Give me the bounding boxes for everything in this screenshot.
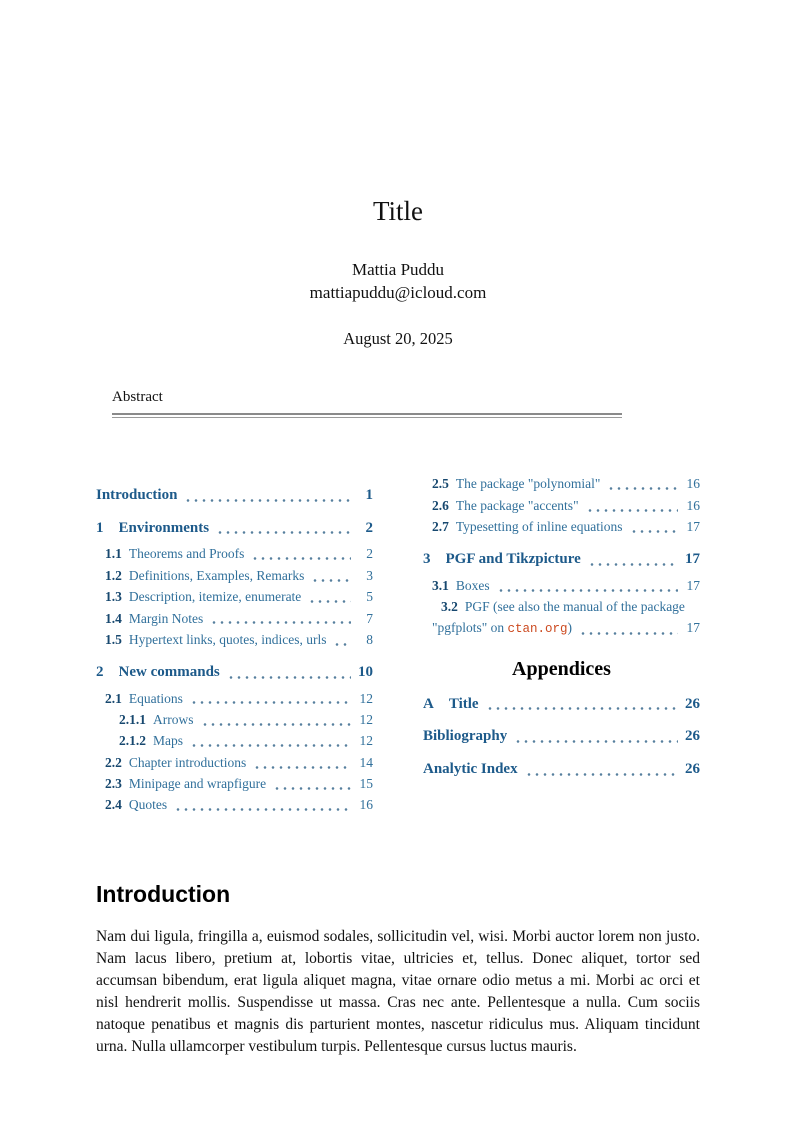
abstract-label: Abstract — [112, 388, 163, 405]
toc-entry-page: 17 — [686, 577, 700, 593]
toc-entry-label: Margin Notes — [128, 610, 204, 626]
toc-entry-label: Maps — [153, 733, 183, 749]
toc-leader-dots — [495, 586, 678, 593]
author-email: mattiapuddu@icloud.com — [309, 282, 487, 302]
toc-entry-pgf-line1 — [432, 599, 700, 616]
toc-entry-page: 14 — [359, 754, 373, 770]
toc-leader-dots — [331, 640, 351, 647]
toc-entry-pgf[interactable] — [423, 599, 700, 638]
toc-entry[interactable] — [423, 476, 700, 493]
toc-entry[interactable] — [96, 589, 373, 606]
toc-leader-dots — [306, 597, 351, 604]
toc-entry-page: 26 — [685, 695, 700, 712]
toc-entry-page: 16 — [359, 797, 373, 813]
toc-entry[interactable] — [96, 519, 373, 538]
toc-entry-label: Title — [448, 695, 479, 712]
toc-entry-page: 12 — [359, 690, 373, 706]
toc-entry-number: 2.2 — [105, 754, 122, 770]
toc-entry-number: 2.4 — [105, 797, 122, 813]
toc-entry-label: Chapter introductions — [128, 754, 247, 770]
toc-entry-number: 1.2 — [105, 567, 122, 583]
toc-leader-dots — [225, 673, 351, 680]
toc-entry[interactable] — [96, 797, 373, 814]
toc-entry-number: 2.3 — [105, 776, 122, 791]
toc-entry-label: Boxes — [455, 577, 490, 593]
toc-leader-dots — [271, 784, 351, 791]
toc-entry-page: 2 — [365, 519, 373, 536]
toc-entry-label: The package "polynomial" — [455, 476, 601, 492]
toc-entry-page: 5 — [366, 589, 373, 605]
toc-entry-label-post: ) — [567, 620, 573, 635]
toc-entry-pgf-line2 — [432, 620, 700, 638]
toc-list-right-top — [423, 476, 700, 594]
toc-entry-number: 2 — [96, 663, 104, 680]
toc-entry-label: Analytic Index — [423, 761, 518, 778]
toc-entry-number: 2.7 — [432, 519, 449, 535]
toc-leader-dots — [188, 741, 351, 748]
toc-leader-dots — [584, 506, 678, 513]
toc-entry[interactable] — [96, 663, 373, 682]
toc-leader-dots — [199, 720, 352, 727]
toc-entry-label: Equations — [128, 690, 183, 706]
toc-entry[interactable] — [423, 578, 700, 595]
toc-entry-number: 1.4 — [105, 610, 122, 626]
toc-entry-label: Environments — [118, 519, 210, 536]
ctan-org-link[interactable]: ctan.org — [507, 622, 568, 636]
toc-entry-label: Introduction — [96, 486, 178, 503]
toc-entry-number: 2.1.1 — [119, 711, 146, 727]
toc-entry-label: PGF (see also the manual of the package — [464, 599, 685, 615]
toc-entry[interactable] — [96, 568, 373, 585]
author-block — [96, 259, 700, 305]
toc-leader-dots — [605, 484, 678, 491]
toc-entry-label: Definitions, Examples, Remarks — [128, 567, 305, 583]
toc-leader-dots — [484, 704, 678, 711]
toc-entry-number: 3.2 — [441, 599, 458, 615]
toc-entry-page: 17 — [686, 519, 700, 535]
toc-entry-page: 16 — [686, 497, 700, 513]
toc-entry-label: Minipage and wrapfigure — [128, 776, 267, 791]
toc-entry-number: 3 — [423, 551, 431, 567]
document-date: August 20, 2025 — [343, 328, 453, 348]
appendices-heading: Appendices — [512, 657, 611, 680]
toc-column-right — [423, 472, 700, 819]
toc-entry-page: 7 — [366, 610, 373, 626]
toc-entry-page: 3 — [366, 567, 373, 583]
toc-entry-label: Quotes — [128, 797, 168, 813]
toc-entry-page: 8 — [366, 631, 373, 647]
toc-entry-label: Typesetting of inline equations — [455, 519, 623, 535]
abstract-section — [112, 389, 622, 418]
toc-entry-page: 1 — [365, 486, 373, 503]
toc-leader-dots — [523, 770, 678, 777]
toc-entry-number: 3.1 — [432, 577, 449, 593]
toc-entry-page: 17 — [686, 620, 700, 635]
toc-entry-number: 1 — [96, 519, 104, 536]
toc-entry-page: 17 — [685, 551, 700, 567]
toc-entry-number: 1.5 — [105, 631, 122, 647]
toc-entry[interactable] — [96, 632, 373, 649]
table-of-contents — [96, 472, 700, 819]
toc-entry[interactable] — [423, 727, 700, 746]
toc-entry[interactable] — [96, 755, 373, 772]
toc-entry-page: 12 — [359, 733, 373, 749]
toc-entry[interactable] — [96, 712, 373, 729]
toc-leader-dots — [628, 527, 678, 534]
introduction-section — [96, 881, 700, 1058]
toc-leader-dots — [182, 496, 351, 503]
toc-entry-page: 12 — [359, 711, 373, 727]
toc-entry-page: 26 — [685, 761, 700, 778]
toc-entry-number: 2.1 — [105, 690, 122, 706]
document-title: Title — [372, 196, 424, 226]
toc-entry[interactable] — [96, 486, 373, 505]
toc-entry-label: Hypertext links, quotes, indices, urls — [128, 631, 327, 647]
author-name: Mattia Puddu — [351, 260, 445, 279]
toc-leader-dots — [214, 528, 351, 535]
toc-leader-dots — [309, 576, 351, 583]
toc-entry-number: A — [423, 695, 434, 712]
toc-entry-page: 26 — [685, 728, 700, 745]
toc-entry-number: 2.5 — [432, 476, 449, 492]
toc-entry[interactable] — [423, 550, 700, 569]
abstract-rule — [112, 413, 622, 418]
toc-entry-number: 2.6 — [432, 497, 449, 513]
toc-leader-dots — [586, 560, 678, 567]
toc-leader-dots — [208, 618, 351, 625]
toc-list-right-bottom — [423, 695, 700, 779]
toc-entry-label-continued — [432, 620, 572, 638]
toc-leader-dots — [577, 629, 678, 636]
toc-entry-label: Bibliography — [423, 728, 508, 745]
toc-leader-dots — [188, 698, 351, 705]
toc-entry-label: Theorems and Proofs — [128, 546, 245, 562]
toc-entry[interactable] — [423, 695, 700, 714]
toc-entry-page: 2 — [366, 546, 373, 562]
toc-entry-page: 16 — [686, 476, 700, 492]
toc-entry-label: PGF and Tikzpicture — [445, 551, 581, 567]
toc-entry-label: The package "accents" — [455, 497, 579, 513]
toc-entry-label: New commands — [118, 663, 220, 680]
toc-leader-dots — [251, 763, 351, 770]
toc-entry-number: 1.1 — [105, 546, 122, 562]
toc-entry[interactable] — [96, 776, 373, 793]
toc-entry-label-pre: "pgfplots" on — [432, 620, 508, 635]
toc-list-left — [96, 486, 373, 814]
toc-entry-label: Description, itemize, enumerate — [128, 589, 302, 605]
toc-entry[interactable] — [423, 498, 700, 515]
toc-column-left — [96, 472, 373, 819]
toc-entry[interactable] — [423, 760, 700, 779]
title-block — [96, 0, 700, 349]
toc-entry[interactable] — [96, 733, 373, 750]
introduction-paragraph: Nam dui ligula, fringilla a, euismod sodales, sollicitudin vel, wisi. Morbi auctor lorem non justo. Nam lacus libero, pretium at, lobortis vitae, ultricies et, tellus. Donec aliquet, tortor sed accumsan bibendum, erat ligula aliquet magna, vitae ornare odio metus a mi. Morbi ac orci et nisl hendrerit mollis. Suspendisse ut massa. Cras nec ante. Pellentesque a nulla. Cum sociis natoque penatibus et magnis dis parturient montes, nascetur ridiculus mus. Aliquam tincidunt urna. Nulla ullamcorper vestibulum turpis. Pellentesque cursus luctus mauris. — [96, 927, 700, 1055]
toc-entry-label: Arrows — [153, 711, 194, 727]
toc-leader-dots — [249, 554, 351, 561]
toc-entry-page: 10 — [358, 663, 373, 680]
toc-entry[interactable] — [423, 519, 700, 536]
section-heading-introduction: Introduction — [96, 880, 231, 907]
toc-entry-number: 2.1.2 — [119, 733, 146, 749]
toc-leader-dots — [512, 737, 678, 744]
toc-entry-page: 15 — [359, 776, 373, 791]
toc-leader-dots — [172, 805, 351, 812]
toc-entry[interactable] — [96, 691, 373, 708]
toc-entry[interactable] — [96, 611, 373, 628]
toc-entry[interactable] — [96, 546, 373, 563]
toc-entry-number: 1.3 — [105, 589, 122, 605]
